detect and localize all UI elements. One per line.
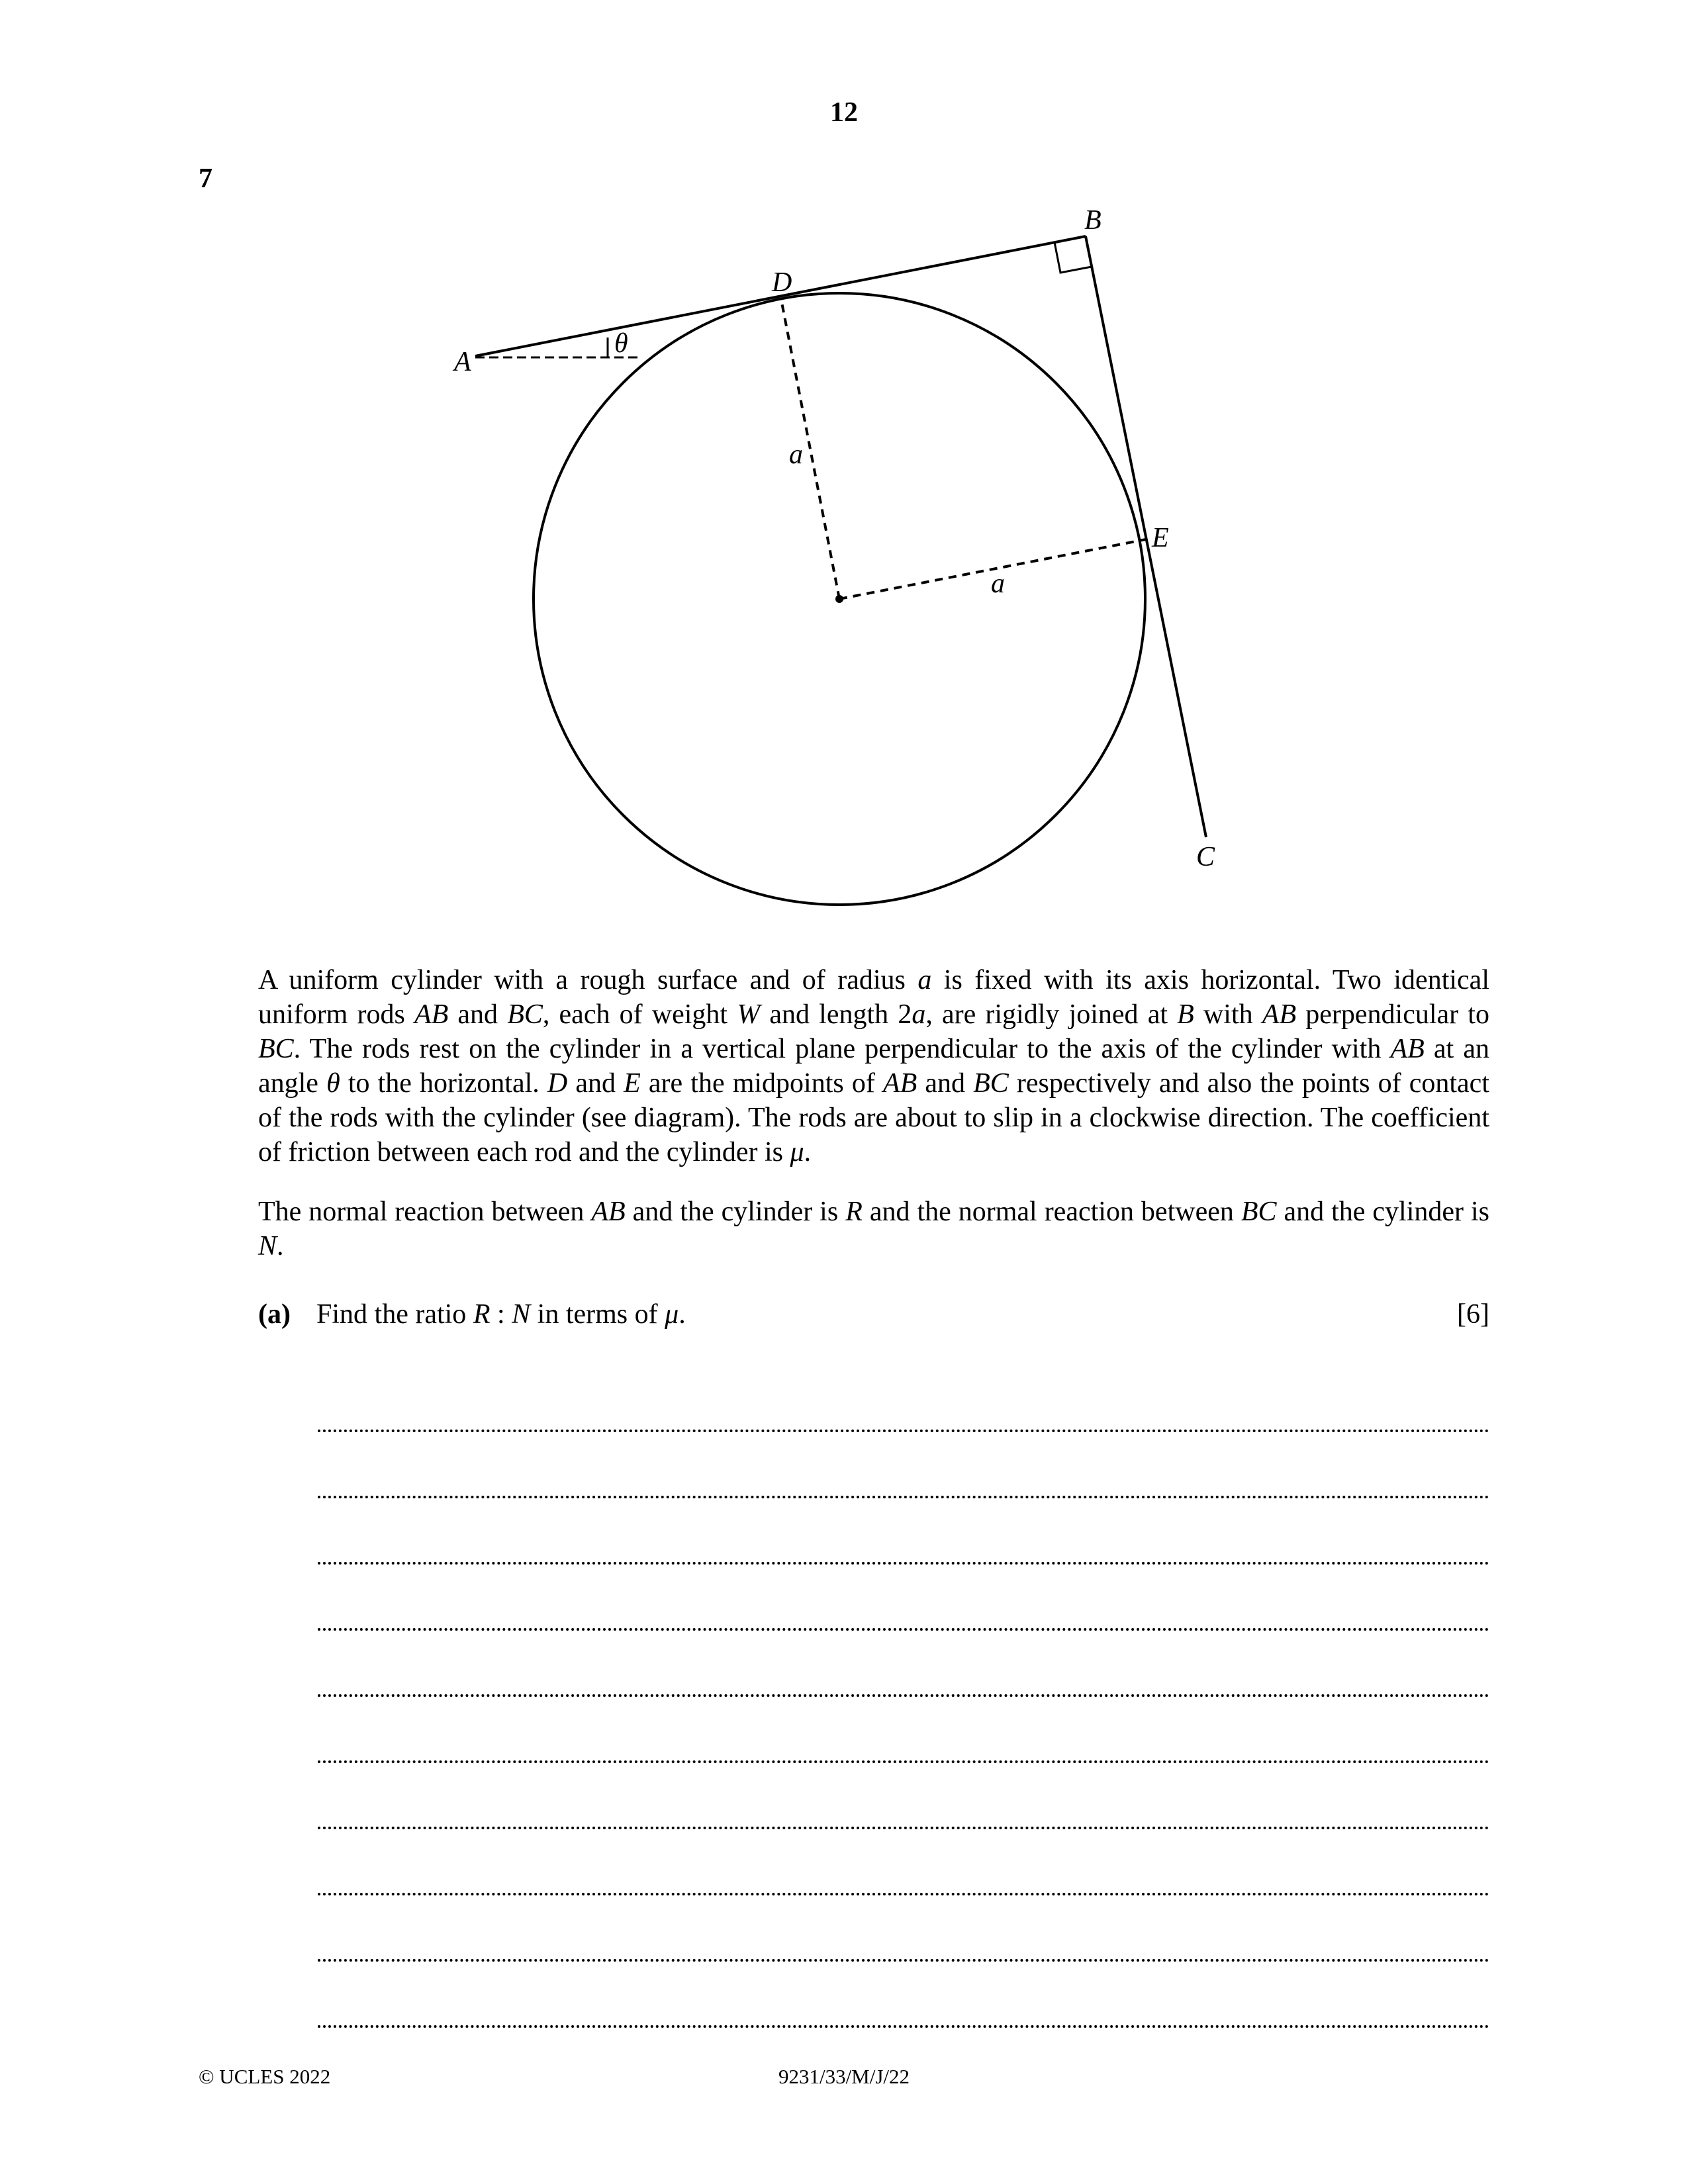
cylinder-rods-diagram (0, 0, 1688, 940)
answer-line[interactable] (318, 1962, 1489, 2028)
label-e: E (1152, 523, 1169, 553)
question-paragraph-2: The normal reaction between AB and the cylinder is R and the normal reaction between BC and the cylinder is N. (258, 1197, 1490, 1261)
label-b: B (1084, 205, 1102, 236)
part-a-label: (a) (258, 1299, 291, 1330)
right-angle-marker (1055, 242, 1092, 273)
part-a-row (258, 1297, 1489, 1332)
page-number: 12 (830, 97, 858, 128)
label-theta: θ (614, 328, 628, 359)
answer-line[interactable] (318, 1763, 1489, 1829)
rod-bc (1086, 236, 1206, 837)
label-radius-vertical: a (789, 439, 803, 470)
answer-line[interactable] (318, 1366, 1489, 1432)
answer-line[interactable] (318, 1895, 1489, 1962)
part-a-prompt: Find the ratio R : N in terms of μ. (316, 1299, 686, 1330)
question-paragraph-1: A uniform cylinder with a rough surface and of radius a is fixed with its axis horizontal. Two identical uniform rods AB and BC, each of weight W and length 2a, are rigidly joined at B with AB perpendicular to BC. The rods rest on the cylinder in a vertical plane perpendicular to the axis of the cylinder with AB at an angle θ to the horizontal. D and E are the midpoints of AB and BC respectively and also the points of contact of the rods with the cylinder (see diagram). The rods are about to slip in a clockwise direction. The coefficient of friction between each rod and the cylinder is μ. (258, 965, 1489, 1167)
label-radius-horizontal: a (991, 569, 1005, 599)
label-a: A (454, 347, 471, 377)
answer-line[interactable] (318, 1631, 1489, 1697)
answer-line[interactable] (318, 1697, 1489, 1763)
part-a-marks: [6] (1457, 1299, 1489, 1330)
label-d: D (772, 267, 792, 298)
answer-line[interactable] (318, 1432, 1489, 1498)
cylinder-centre-point (835, 595, 843, 603)
answer-lines[interactable] (318, 1366, 1489, 2028)
label-c: C (1196, 842, 1215, 872)
footer-copyright: © UCLES 2022 (199, 2065, 331, 2088)
answer-line[interactable] (318, 1498, 1489, 1565)
question-number: 7 (199, 163, 212, 194)
answer-line[interactable] (318, 1829, 1489, 1895)
answer-line[interactable] (318, 1565, 1489, 1631)
footer-paper-code: 9231/33/M/J/22 (778, 2065, 910, 2088)
